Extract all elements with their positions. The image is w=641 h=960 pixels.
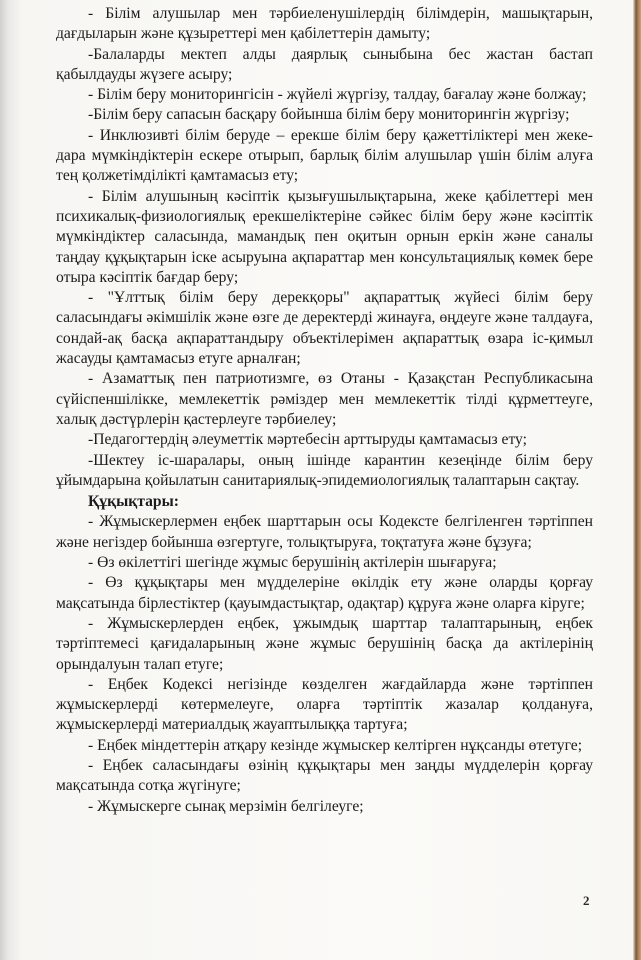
document-body [56,4,593,817]
paragraph: - Білім алушының кәсіптік қызығушылықтарына, жеке қабілеттері мен психикалық-физиологиялық ерекшеліктеріне сәйкес білім беру және кәсіптік мүмкіндіктер саласында, мамандық пен оқитын орнын еркін және саналы таңдау құқықтарын іске асыруына ақпараттар мен консультациялық көмек бере отыра кәсіптік бағдар беру; [56,187,593,286]
paragraph: - Еңбек Кодексі негізінде көзделген жағдайларда және тәртіппен жұмыскерлерді көтермелеуге, оларға тәртіптік жазалар қолдануға, жұмыскерлерді материалдық жауаптылыққа тартуға; [56,675,593,734]
paragraph: - Жұмыскерге сынақ мерзімін белгілеуге; [88,797,364,815]
rights-heading: Құқықтары: [88,493,179,511]
paragraph: -Балаларды мектеп алды даярлық сыныбына бес жастан бастап қабылдауды жүзеге асыру; [56,45,593,83]
paragraph: - Өз құқықтары мен мүдделеріне өкілдік ету және оларды қорғау мақсатында бірлестіктер (қауымдастықтар, одақтар) құруға және оларға кіруге; [56,574,593,612]
paragraph: - Еңбек саласындағы өзінің құқықтары мен заңды мүдделерін қорғау мақсатында сотқа жүгінуге; [56,756,593,795]
paragraph: - Еңбек міндеттерін атқару кезінде жұмыскер келтірген нұқсанды өтетуге; [88,736,583,754]
page-number: 2 [583,893,590,908]
paragraph: - Жұмыскерлермен еңбек шарттарын осы Кодексте белгіленген тәртіппен және негіздер бойынша өзгертуге, толықтыруға, тоқтатуға және бұзуға; [56,513,593,551]
paragraph: - Азаматтық пен патриотизмге, өз Отаны - Қазақстан Республикасына сүйіспеншілікке, мемлекеттік рәміздер мен мемлекеттік тілді құрметтеуге, халық дәстүрлерін қастерлеуге тәрбиелеу; [56,370,593,428]
paragraph: - Білім алушылар мен тәрбиеленушілердің білімдерін, машықтарын, дағдыларын және құзыреттері мен қабілеттерін дамыту; [56,5,593,43]
paragraph: -Педагогтердің әлеуметтік мәртебесін арттыруды қамтамасыз ету; [88,431,527,449]
paragraph: -Білім беру сапасын басқару бойынша білім беру мониторингін жүргізу; [88,106,570,124]
paragraph: - Инклюзивті білім беруде – ерекше білім беру қажеттіліктері мен жеке-дара мүмкіндіктерін ескере отырып, барлық білім алушылар үшін білім алуға тең қолжетімділікті қамтамасыз ету; [56,126,593,185]
paragraph: - "Ұлттық білім беру дерекқоры" ақпараттық жүйесі білім беру саласындағы әкімшілік және өзге де деректерді жинауға, өңдеуге және талдауға, сондай-ақ басқа ақпараттандыру объектілерімен ақпараттық өзара іс-қимыл жасауды қамтамасыз етуге арналған; [56,289,593,368]
paragraph: - Өз өкілеттігі шегінде жұмыс берушінің актілерін шығаруға; [88,554,497,572]
binder-edge [633,0,641,960]
paragraph: - Жұмыскерлерден еңбек, ұжымдық шарттар талаптарының, еңбек тәртіптемесі қағидаларының және жұмыс берушінің басқа да актілерінің орындалуын талап етуге; [56,614,593,673]
paragraph: -Шектеу іс-шаралары, оның ішінде карантин кезеңінде білім беру ұйымдарына қойылатын санитариялық-эпидемиологиялық талаптарын сақтау. [56,451,593,489]
paragraph: - Білім беру мониторингісін - жүйелі жүргізу, талдау, бағалау және болжау; [88,86,587,104]
